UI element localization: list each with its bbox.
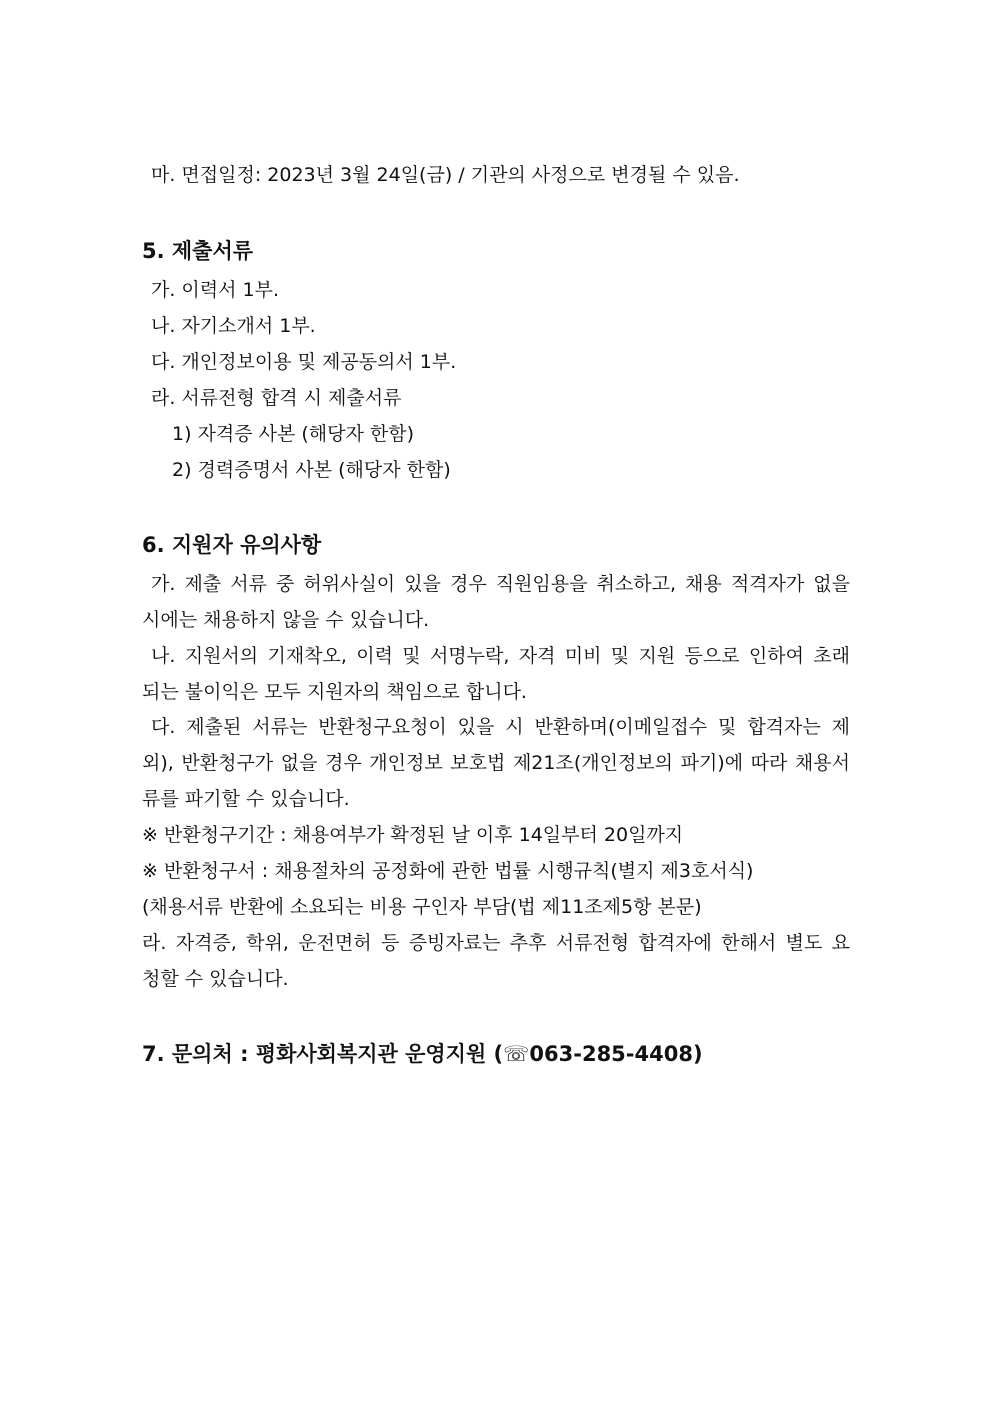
note-line: (채용서류 반환에 소요되는 비용 구인자 부담(법 제11조제5항 본문) <box>142 896 702 918</box>
section-6-heading: 6. 지원자 유의사항 <box>142 533 322 557</box>
list-item: 가. 이력서 1부. <box>151 279 280 301</box>
notice-ra-line-1: 라. 자격증, 학위, 운전면허 등 증빙자료는 추후 서류전형 합격자에 한해서 별도 요 <box>142 932 850 954</box>
notice-ra-line-2: 청할 수 있습니다. <box>142 968 289 990</box>
sub-list-item: 2) 경력증명서 사본 (해당자 한함) <box>172 459 451 481</box>
section-7-contact-heading: 7. 문의처 : 평화사회복지관 운영지원 (☏063-285-4408) <box>142 1042 703 1066</box>
list-item: 나. 자기소개서 1부. <box>151 315 316 337</box>
section-5-heading: 5. 제출서류 <box>142 239 254 263</box>
notice-na-line-1: 나. 지원서의 기재착오, 이력 및 서명누락, 자격 미비 및 지원 등으로 인하여 초래 <box>151 645 850 667</box>
notice-ga-line-1: 가. 제출 서류 중 허위사실이 있을 경우 직원임용을 취소하고, 채용 적격자가 없을 <box>151 573 850 595</box>
notice-da-line-3: 류를 파기할 수 있습니다. <box>142 788 350 810</box>
notice-ga-line-2: 시에는 채용하지 않을 수 있습니다. <box>142 609 430 631</box>
notice-da-line-2: 외), 반환청구가 없을 경우 개인정보 보호법 제21조(개인정보의 파기)에 따라 채용서 <box>142 752 850 774</box>
list-item: 라. 서류전형 합격 시 제출서류 <box>151 387 402 409</box>
note-line: ※ 반환청구기간 : 채용여부가 확정된 날 이후 14일부터 20일까지 <box>142 824 684 846</box>
interview-schedule-line: 마. 면접일정: 2023년 3월 24일(금) / 기관의 사정으로 변경될 수 있음. <box>151 164 740 186</box>
note-line: ※ 반환청구서 : 채용절차의 공정화에 관한 법률 시행규칙(별지 제3호서식) <box>142 860 754 882</box>
notice-na-line-2: 되는 불이익은 모두 지원자의 책임으로 합니다. <box>142 681 527 703</box>
notice-da-line-1: 다. 제출된 서류는 반환청구요청이 있을 시 반환하며(이메일접수 및 합격자는 제 <box>151 716 850 738</box>
list-item: 다. 개인정보이용 및 제공동의서 1부. <box>151 351 457 373</box>
sub-list-item: 1) 자격증 사본 (해당자 한함) <box>172 423 415 445</box>
